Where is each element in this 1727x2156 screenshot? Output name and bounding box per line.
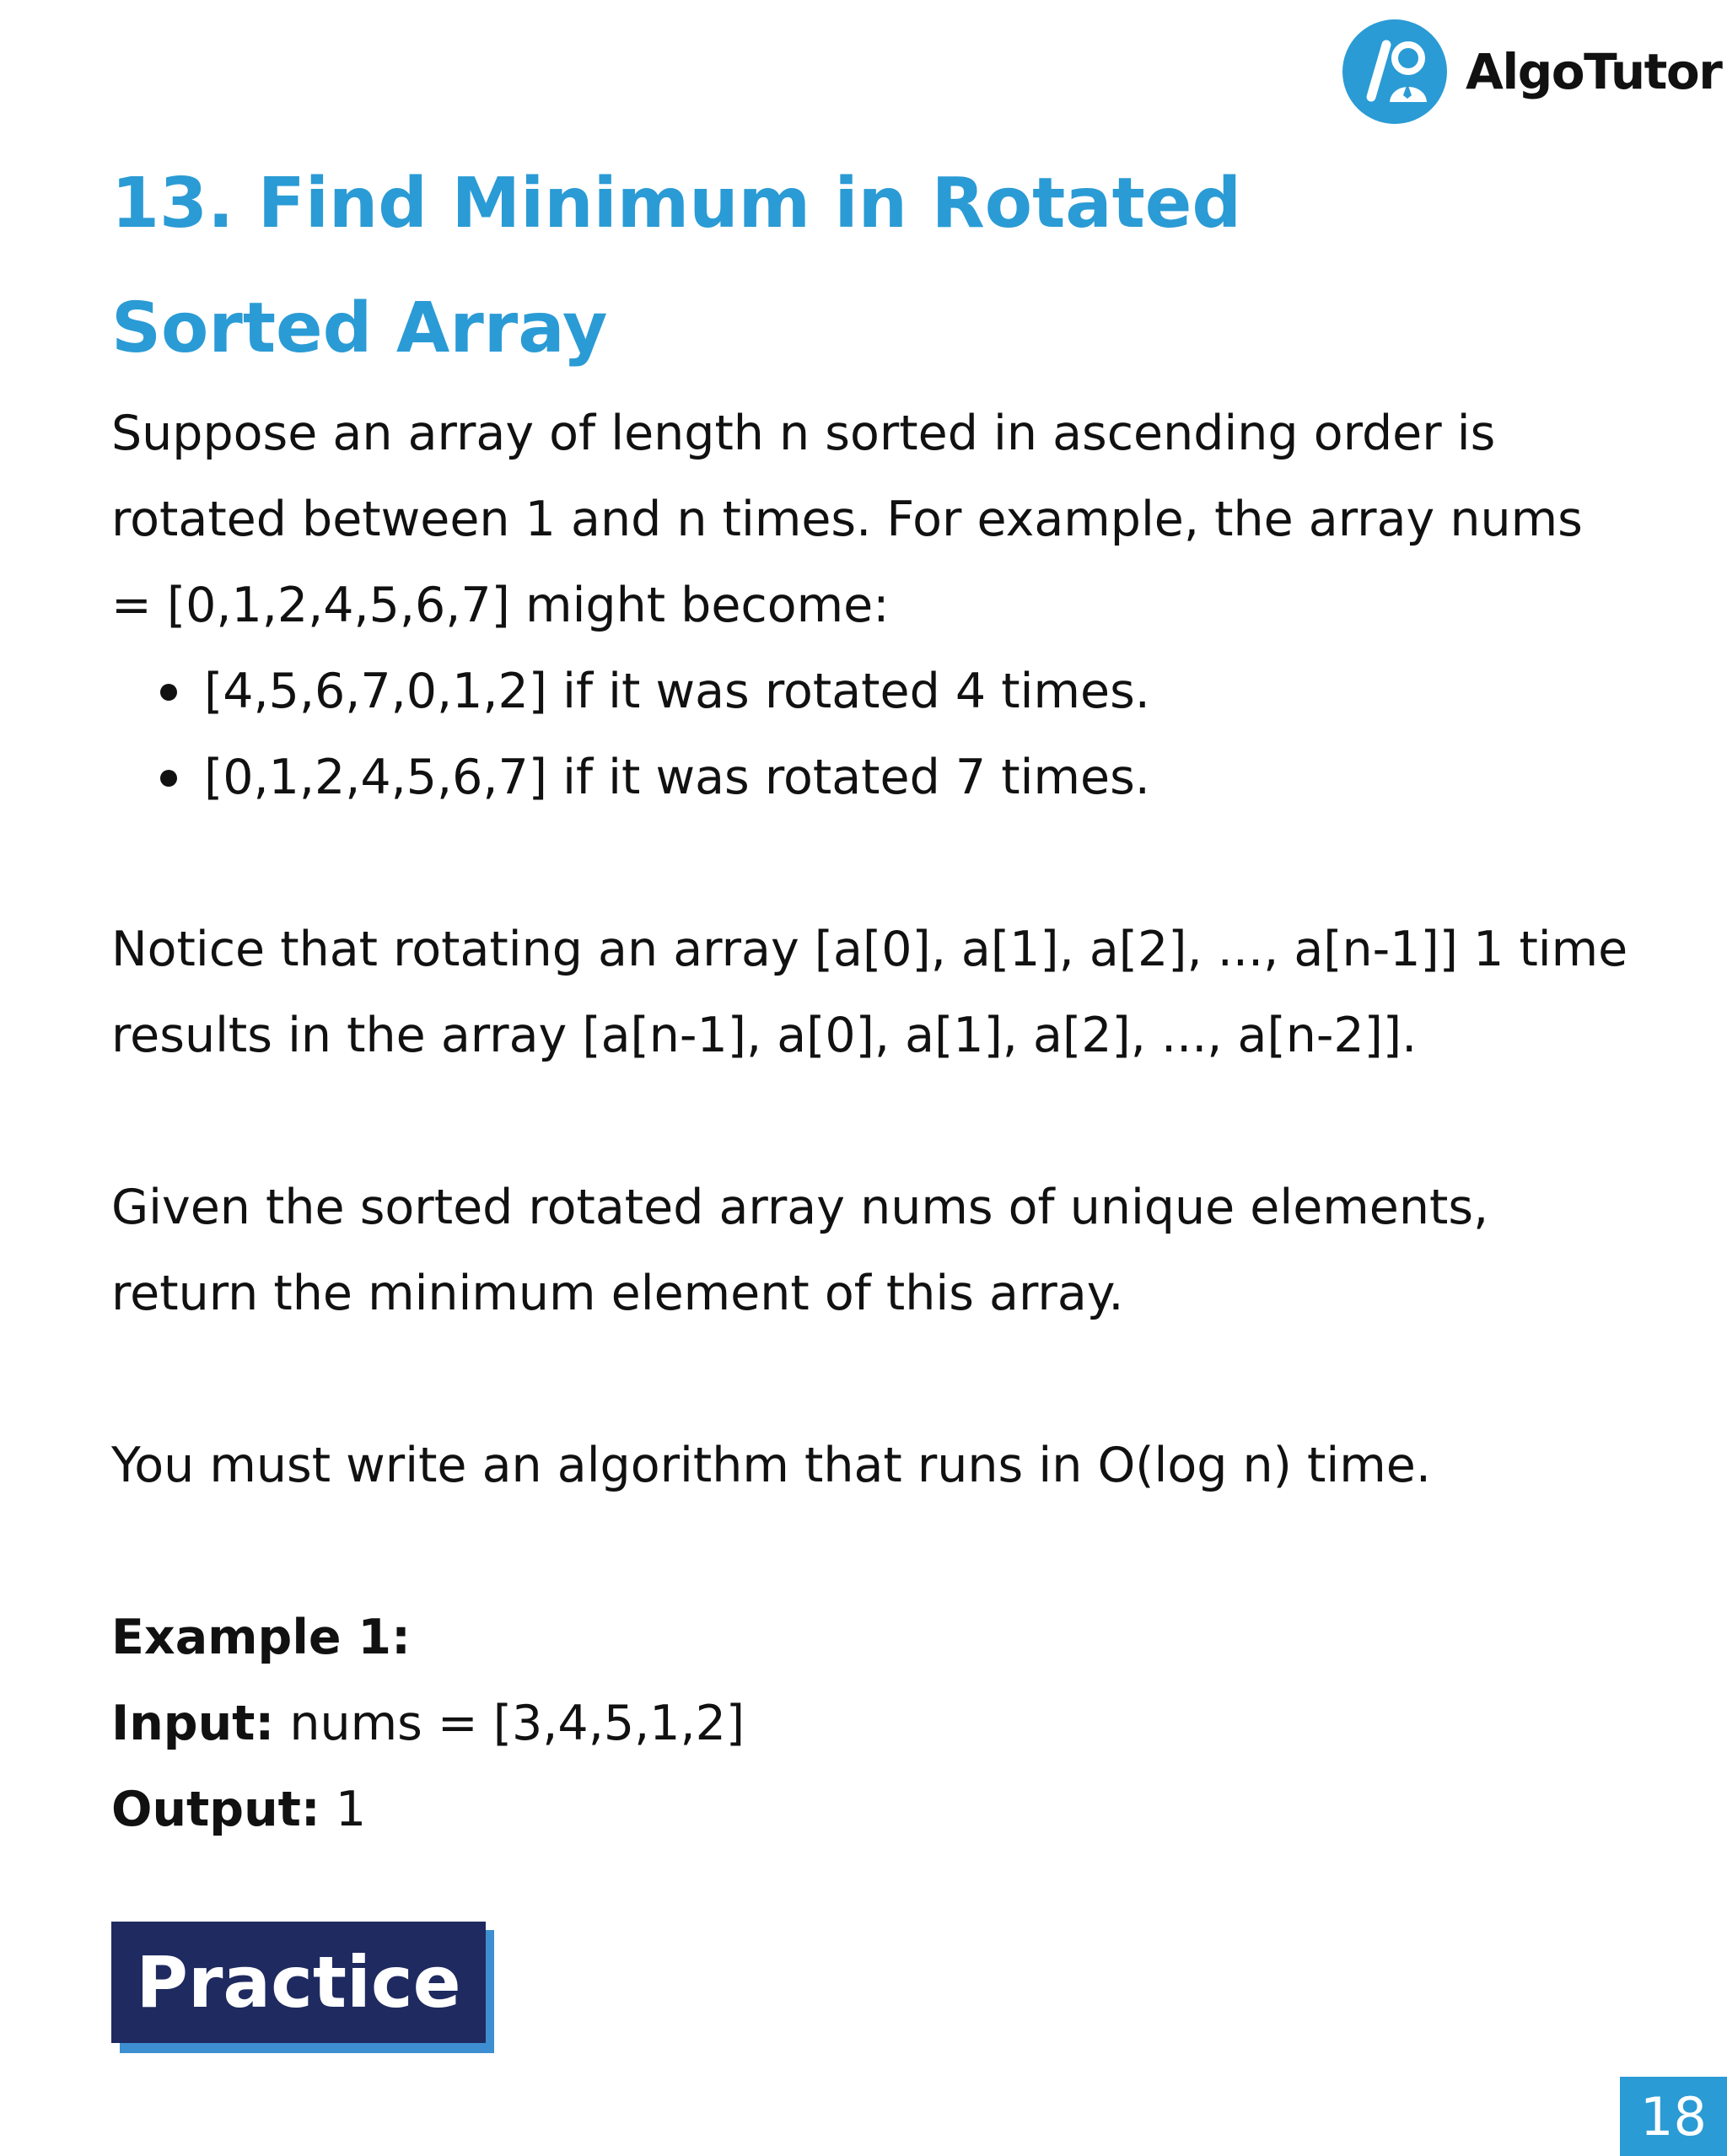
- brand-logo: [1342, 19, 1721, 125]
- example-output: [111, 1766, 1629, 1852]
- brand-name: AlgoTutor: [1466, 43, 1722, 100]
- list-item: [204, 734, 1629, 820]
- complexity-paragraph: You must write an algorithm that runs in O(log n) time.: [111, 1438, 1431, 1493]
- rotation-note-paragraph: Notice that rotating an array [a[0], a[1], a[2], ..., a[n-1]] 1 time results in the array [a[n-1], a[0], a[1], a[2], ..., a[n-2]].: [111, 922, 1628, 1063]
- bullet-icon: [160, 684, 177, 701]
- practice-button[interactable]: Practice: [111, 1922, 486, 2043]
- list-item-text: [4,5,6,7,0,1,2] if it was rotated 4 times.: [204, 664, 1150, 719]
- problem-title: 13. Find Minimum in Rotated Sorted Array: [111, 164, 1242, 368]
- bullet-icon: [160, 770, 177, 787]
- intro-paragraph: Suppose an array of length n sorted in ascending order is rotated between 1 and n times. For example, the array nums = [0,1,2,4,5,6,7] might become:: [111, 406, 1583, 633]
- example-input-value: nums = [3,4,5,1,2]: [274, 1696, 745, 1751]
- task-paragraph: Given the sorted rotated array nums of unique elements, return the minimum element of this array.: [111, 1180, 1489, 1321]
- example-input: [111, 1680, 1629, 1766]
- example-heading: Example 1:: [111, 1610, 411, 1665]
- example-output-value: 1: [320, 1782, 367, 1837]
- example-output-label: Output:: [111, 1782, 320, 1837]
- rotation-examples-list: [111, 648, 1629, 820]
- page-number: 18: [1620, 2077, 1727, 2156]
- list-item-text: [0,1,2,4,5,6,7] if it was rotated 7 times.: [204, 750, 1150, 805]
- list-item: [204, 648, 1629, 734]
- problem-description: [111, 390, 1629, 1852]
- example-input-label: Input:: [111, 1696, 275, 1751]
- practice-button-wrapper: [111, 1922, 494, 2053]
- algotutor-logo-icon: [1342, 19, 1447, 124]
